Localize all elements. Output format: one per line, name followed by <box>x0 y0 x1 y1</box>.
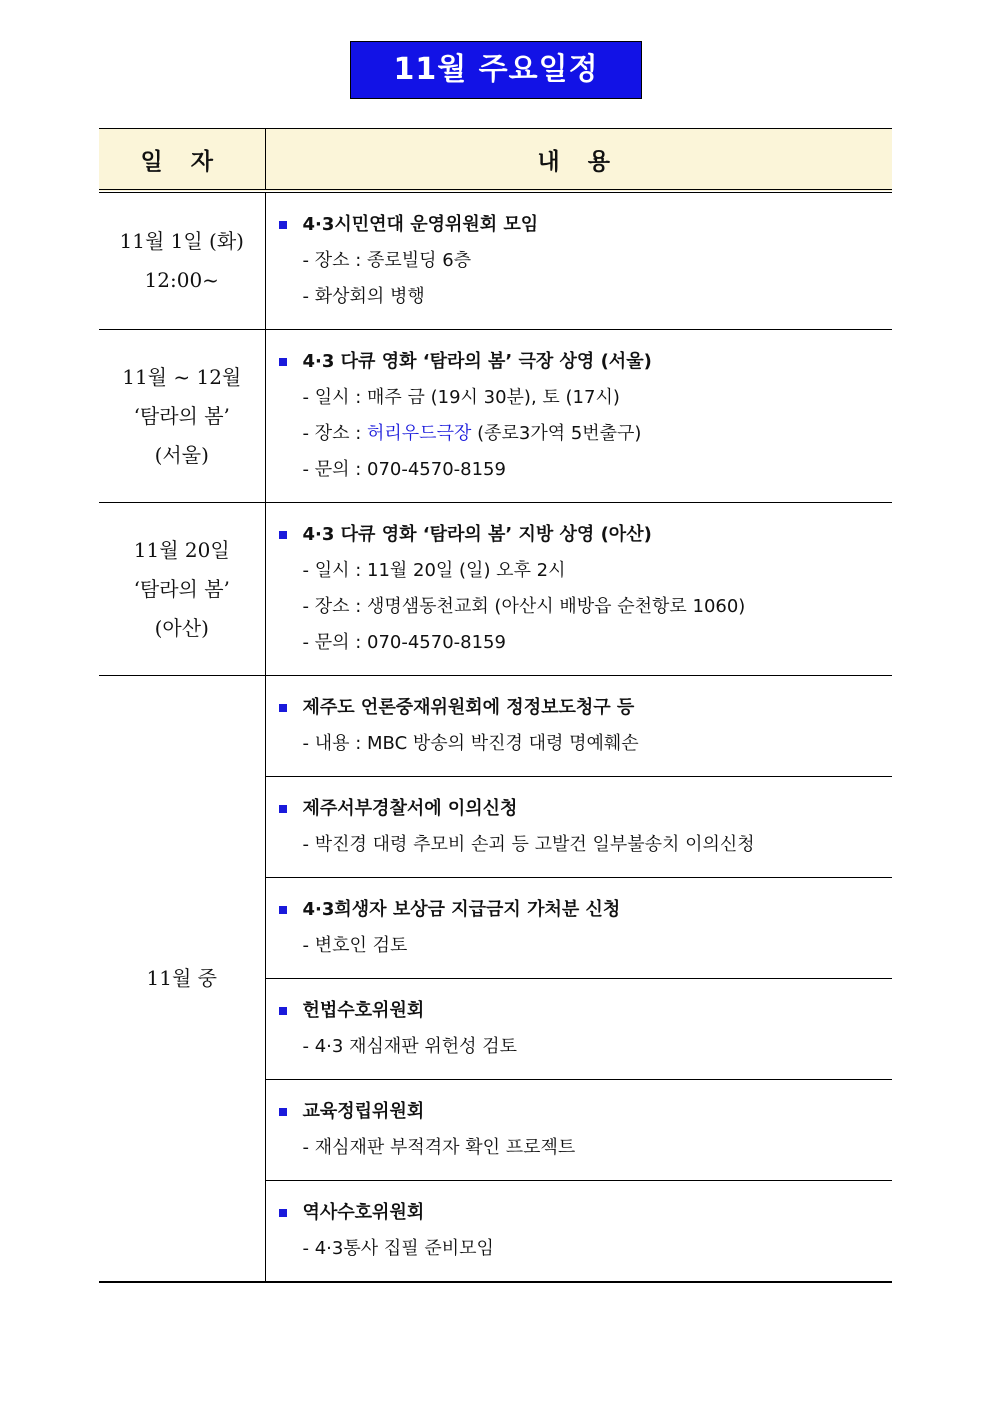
venue-prefix: - 장소 : <box>302 423 368 444</box>
table-row <box>99 191 892 330</box>
item-title <box>279 207 893 243</box>
square-bullet-icon <box>279 1209 287 1217</box>
date-cell <box>99 191 265 330</box>
date-line: ‘탐라의 봄’ <box>133 403 230 428</box>
square-bullet-icon <box>279 531 287 539</box>
square-bullet-icon <box>279 358 287 366</box>
schedule-table <box>99 128 892 1283</box>
date-line: 11월 중 <box>146 966 217 990</box>
square-bullet-icon <box>279 906 287 914</box>
content-cell <box>265 503 892 676</box>
venue-suffix: (종로3가역 5번출구) <box>471 423 642 444</box>
content-cell <box>265 979 892 1080</box>
date-cell <box>99 503 265 676</box>
item-title <box>279 892 893 928</box>
item-title <box>279 344 893 380</box>
item-detail: - 4·3통사 집필 준비모임 <box>302 1238 494 1259</box>
table-row <box>99 676 892 777</box>
item-title-text: 4·3 다큐 영화 ‘탐라의 봄’ 지방 상영 (아산) <box>302 524 652 545</box>
item-title-text: 헌법수호위원회 <box>302 1000 425 1021</box>
item-detail: - 장소 : 생명샘동천교회 (아산시 배방읍 순천항로 1060) <box>302 596 746 617</box>
date-line: (아산) <box>154 615 209 640</box>
item-title-text: 제주서부경찰서에 이의신청 <box>302 798 518 819</box>
date-line: 11월 ~ 12월 <box>122 364 242 389</box>
item-title-text: 4·3시민연대 운영위원회 모임 <box>302 214 539 235</box>
content-column-header: 내 용 <box>265 129 892 192</box>
item-title <box>279 1195 893 1231</box>
date-cell <box>99 330 265 503</box>
item-detail: - 재심재판 부적격자 확인 프로젝트 <box>302 1137 576 1158</box>
date-cell <box>99 676 265 1283</box>
item-detail: - 일시 : 매주 금 (19시 30분), 토 (17시) <box>302 387 620 408</box>
venue-name: 허리우드극장 <box>367 423 472 444</box>
item-detail: - 문의 : 070-4570-8159 <box>302 632 506 653</box>
date-line: ‘탐라의 봄’ <box>133 576 230 601</box>
item-title <box>279 690 893 726</box>
date-column-header: 일 자 <box>99 129 265 192</box>
table-row <box>99 330 892 503</box>
item-detail: - 일시 : 11월 20일 (일) 오후 2시 <box>302 560 566 581</box>
item-title <box>279 993 893 1029</box>
item-detail: - 박진경 대령 추모비 손괴 등 고발건 일부불송치 이의신청 <box>302 834 755 855</box>
date-line: 11월 20일 <box>133 537 230 562</box>
square-bullet-icon <box>279 805 287 813</box>
content-cell <box>265 191 892 330</box>
table-header-row <box>99 129 892 192</box>
item-title-text: 교육정립위원회 <box>302 1101 425 1122</box>
item-detail: - 문의 : 070-4570-8159 <box>302 459 506 480</box>
item-detail: - 4·3 재심재판 위헌성 검토 <box>302 1036 517 1057</box>
date-line: (서울) <box>154 442 209 467</box>
content-cell <box>265 777 892 878</box>
table-row <box>99 503 892 676</box>
content-cell <box>265 878 892 979</box>
date-line: 11월 1일 (화) <box>119 229 244 253</box>
square-bullet-icon <box>279 1007 287 1015</box>
item-title <box>279 1094 893 1130</box>
content-cell <box>265 1080 892 1181</box>
page-title: 11월 주요일정 <box>350 41 642 99</box>
square-bullet-icon <box>279 704 287 712</box>
square-bullet-icon <box>279 1108 287 1116</box>
item-title-text: 4·3 다큐 영화 ‘탐라의 봄’ 극장 상영 (서울) <box>302 351 652 372</box>
content-cell <box>265 330 892 503</box>
item-detail-venue <box>279 416 893 452</box>
content-cell <box>265 1181 892 1283</box>
item-detail: - 내용 : MBC 방송의 박진경 대령 명예훼손 <box>302 733 639 754</box>
square-bullet-icon <box>279 221 287 229</box>
item-title <box>279 791 893 827</box>
item-detail: - 화상회의 병행 <box>302 286 425 307</box>
item-title-text: 제주도 언론중재위원회에 정정보도청구 등 <box>302 697 635 718</box>
date-line: 12:00~ <box>144 268 219 292</box>
item-title <box>279 517 893 553</box>
content-cell <box>265 676 892 777</box>
item-title-text: 역사수호위원회 <box>302 1202 425 1223</box>
item-title-text: 4·3희생자 보상금 지급금지 가처분 신청 <box>302 899 621 920</box>
item-detail: - 장소 : 종로빌딩 6층 <box>302 250 472 271</box>
item-detail: - 변호인 검토 <box>302 935 408 956</box>
